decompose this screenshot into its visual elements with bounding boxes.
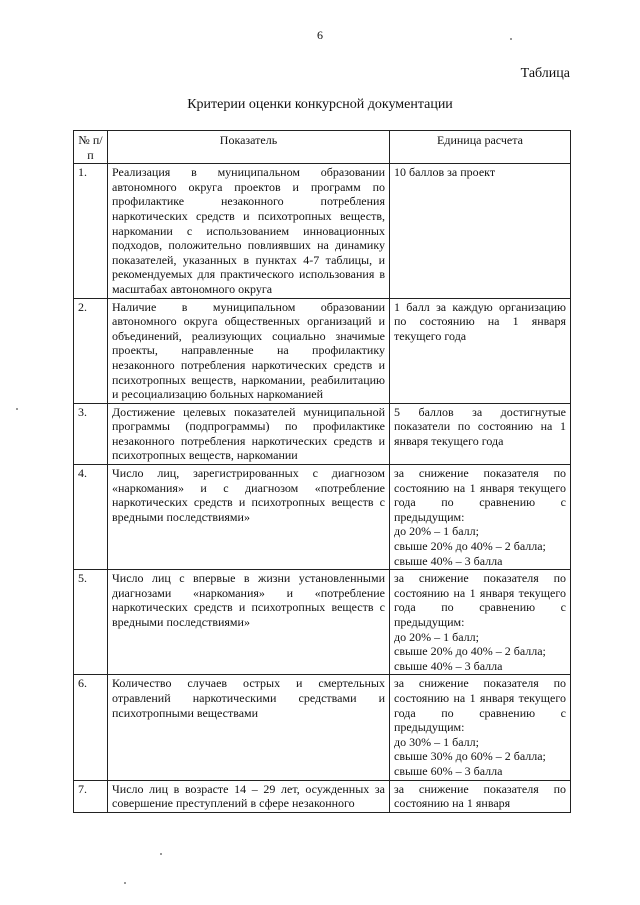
unit-line: до 30% – 1 балл; xyxy=(394,734,479,749)
table-row xyxy=(74,780,571,812)
unit-line: свыше 30% до 60% – 2 балла; xyxy=(394,749,546,764)
row-number: 2. xyxy=(74,298,108,403)
unit-line: до 20% – 1 балл; xyxy=(394,524,479,539)
row-number: 5. xyxy=(74,570,108,675)
indicator-cell: Число лиц, зарегистрированных с диагнозом «наркомания» и с диагнозом «потребление наркотических средств и психотропных веществ с вредными последствиями» xyxy=(108,465,390,570)
unit-line: 1 балл за каждую организацию по состоянию на 1 января текущего года xyxy=(394,299,566,343)
row-number: 3. xyxy=(74,403,108,464)
header-unit: Единица расчета xyxy=(390,131,571,164)
unit-line: за снижение показателя по состоянию на 1 января текущего года по сравнению с предыдущим: xyxy=(394,466,566,524)
unit-line: свыше 20% до 40% – 2 балла; xyxy=(394,644,546,659)
table-row xyxy=(74,164,571,298)
unit-line: за снижение показателя по состоянию на 1 января xyxy=(394,781,566,811)
table-header-row xyxy=(74,131,571,164)
table-row xyxy=(74,675,571,780)
indicator-cell: Число лиц в возрасте 14 – 29 лет, осужденных за совершение преступлений в сфере незаконного xyxy=(108,780,390,812)
page-number: 6 xyxy=(317,28,323,42)
unit-line: 10 баллов за проект xyxy=(394,165,496,180)
row-number: 7. xyxy=(74,780,108,812)
scan-speck xyxy=(124,882,126,884)
document-title: Критерии оценки конкурсной документации xyxy=(187,97,453,112)
indicator-cell: Достижение целевых показателей муниципальной программы (подпрограммы) по профилактике незаконного потребления наркотических средств и психотропных веществ, наркомании xyxy=(108,403,390,464)
unit-line: 5 баллов за достигнутые показатели по состоянию на 1 января текущего года xyxy=(394,404,566,448)
table-caption: Таблица xyxy=(520,66,570,81)
scan-speck xyxy=(510,38,512,40)
criteria-table xyxy=(73,130,571,813)
header-indicator: Показатель xyxy=(108,131,390,164)
table-row xyxy=(74,465,571,570)
row-number: 4. xyxy=(74,465,108,570)
unit-cell xyxy=(390,675,571,780)
unit-line: за снижение показателя по состоянию на 1 января текущего года по сравнению с предыдущим: xyxy=(394,676,566,735)
table-row xyxy=(74,570,571,675)
unit-line: свыше 20% до 40% – 2 балла; xyxy=(394,539,546,554)
row-number: 1. xyxy=(74,164,108,298)
indicator-cell: Количество случаев острых и смертельных отравлений наркотическими средствами и психотропными веществами xyxy=(108,675,390,780)
table-body xyxy=(74,164,571,813)
table-row xyxy=(74,298,571,403)
indicator-cell: Реализация в муниципальном образовании автономного округа проектов и программ по профилактике незаконного потребления наркотических средств и психотропных веществ, наркомании с использованием инновационных подходов, положительно повлиявших на динамику показателей, указанных в пунктах 4-7 таблицы, и рекомендуемых для практического использования в масштабах автономного округа xyxy=(108,164,390,298)
unit-line: свыше 60% – 3 балла xyxy=(394,763,503,778)
unit-line: свыше 40% – 3 балла xyxy=(394,553,503,568)
unit-cell xyxy=(390,570,571,675)
unit-cell xyxy=(390,780,571,812)
unit-line: за снижение показателя по состоянию на 1 января текущего года по сравнению с предыдущим: xyxy=(394,571,566,629)
indicator-cell: Наличие в муниципальном образовании автономного округа общественных организаций и объединений, реализующих социально значимые проекты, направленные на профилактику незаконного потребления наркотических средств и психотропных веществ, наркомании, реабилитацию и ресоциализацию больных наркоманией xyxy=(108,298,390,403)
header-num: № п/п xyxy=(74,131,108,164)
unit-cell xyxy=(390,465,571,570)
indicator-cell: Число лиц с впервые в жизни установленными диагнозами «наркомания» и «потребление наркотических средств и психотропных веществ с вредными последствиями» xyxy=(108,570,390,675)
unit-cell xyxy=(390,164,571,298)
unit-cell xyxy=(390,298,571,403)
unit-line: свыше 40% – 3 балла xyxy=(394,658,503,673)
unit-cell xyxy=(390,403,571,464)
unit-line: до 20% – 1 балл; xyxy=(394,629,479,644)
row-number: 6. xyxy=(74,675,108,780)
scan-speck xyxy=(16,408,18,410)
table-row xyxy=(74,403,571,464)
scan-speck xyxy=(160,853,162,855)
